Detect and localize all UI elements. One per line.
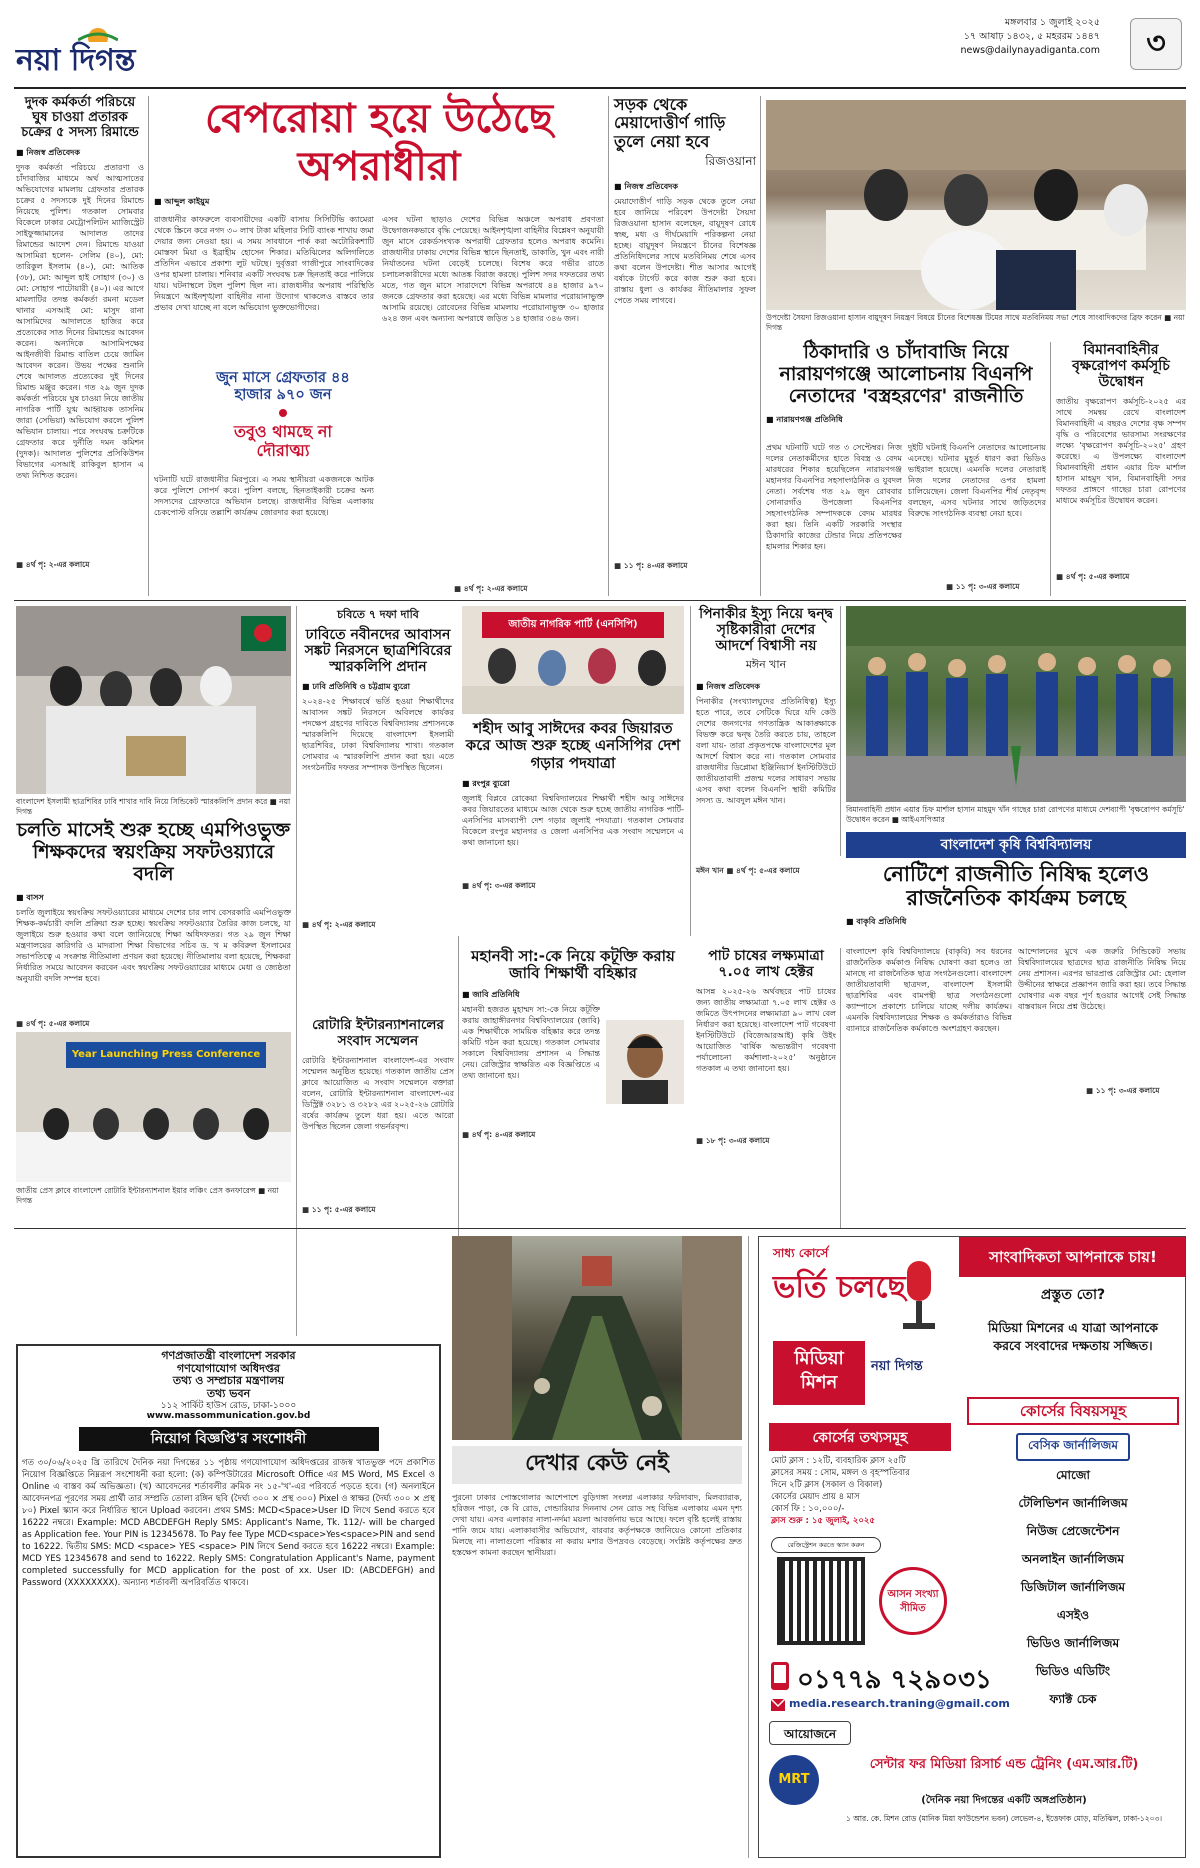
story-lead bbox=[154, 96, 604, 596]
vehicles-byline: ■ নিজস্ব প্রতিবেদক bbox=[614, 182, 678, 192]
ad-course-row bbox=[967, 1632, 1179, 1660]
section-bau bbox=[846, 832, 1186, 858]
email-icon bbox=[771, 1699, 785, 1711]
ad-address: ১ আর. কে. মিশন রোড (মানিক মিয়া ফাউন্ডেশন ভবন) লেভেল-৪, ইত্তেফাক মোড়, মতিঝিল, ঢাকা-১২০৩। bbox=[845, 1814, 1163, 1823]
ad-course-item: এসইও bbox=[1056, 1608, 1090, 1622]
ad-contact bbox=[759, 1657, 1186, 1717]
mpo-byline: ■ বাসস bbox=[16, 892, 44, 902]
ad-left-panel bbox=[759, 1237, 959, 1657]
ad-seat-note: আসন সংখ্যা সীমিত bbox=[887, 1589, 939, 1614]
story-rotary bbox=[302, 1018, 454, 1336]
vehicles-subhead: রিজওয়ানা bbox=[705, 154, 756, 169]
story-jute bbox=[696, 948, 836, 1248]
drain-headline[interactable]: দেখার কেউ নেই bbox=[525, 1451, 669, 1476]
ad-badge-line-1: মিডিয়া bbox=[794, 1348, 844, 1369]
ncp-headline[interactable]: শহীদ আবু সাঈদের কবর জিয়ারত করে আজ শুরু হচ্ছে এনসিপির দেশ গড়ার পদযাত্রা bbox=[465, 719, 681, 772]
story-jabi bbox=[462, 948, 684, 1248]
notice-banner bbox=[79, 1427, 379, 1451]
masthead-logo-text: নয়া দিগন্ত bbox=[16, 43, 136, 78]
ad-headline: সাংবাদিকতা আপনাকে চায়! bbox=[989, 1248, 1157, 1266]
ad-info-title-box bbox=[769, 1423, 951, 1451]
microphone-icon bbox=[889, 1257, 949, 1337]
ad-course-row bbox=[967, 1604, 1179, 1632]
ncp-body: জুলাই বিপ্লবে রোকেয়া বিশ্ববিদ্যালয়ের শিক্ষার্থী শহীদ আবু সাঈদের কবর জিয়ারতের মাধ্যমে আজ থেকে শুরু হচ্ছে জাতীয় নাগরিক পার্টি-এনসিপির মাসব্যাপী দেশ গড়ার জুলাই পদযাত্রা। গতকাল সোমবার বিকেলে রংপুর মহানগর ও জেলা এনসিপির এক সংবাদ সম্মেলনে এ কথা জানানো হয়। bbox=[462, 793, 684, 847]
govt-notice bbox=[16, 1344, 441, 1858]
ncp-byline: ■ রংপুর ব্যুরো bbox=[462, 778, 510, 788]
story-airforce bbox=[1056, 342, 1186, 596]
ad-course-item: ফ্যাক্ট চেক bbox=[1049, 1692, 1097, 1706]
ad-info-line: দিনে ২টি ক্লাস (সকাল ও বিকাল) bbox=[771, 1480, 883, 1490]
ad-media-mission[interactable] bbox=[758, 1236, 1186, 1858]
ad-info-line: ক্লাস শুরু : ১৫ জুলাই, ২০২৫ bbox=[771, 1516, 875, 1526]
photo-airforce-caption: বিমানবাহিনী প্রধান এয়ার চিফ মার্শাল হাসান মাহমুদ খাঁন গাছের চারা রোপণের মাধ্যমে দেশব্যাপী 'বৃক্ষরোপণ কর্মসূচি' উদ্বোধন করেন ■ আইএসপিআর bbox=[846, 805, 1185, 824]
notice-line-2: গণযোগাযোগ অধিদপ্তর bbox=[177, 1361, 280, 1375]
page-number-badge bbox=[1130, 18, 1182, 70]
ad-subheadline: প্রস্তুত তো? bbox=[1040, 1287, 1106, 1303]
ad-info-list bbox=[771, 1455, 951, 1527]
divider bbox=[760, 96, 761, 596]
dhaka-byline: ■ ঢাবি প্রতিনিধি ও চট্টগ্রাম ব্যুরো bbox=[302, 682, 410, 692]
pull-quote-bullet bbox=[279, 409, 287, 417]
rotary-body: রোটারি ইন্টারন্যাশনাল বাংলাদেশ-এর সংবাদ সম্মেলন অনুষ্ঠিত হয়েছে। গতকাল জাতীয় প্রেস ক্লাবে আয়োজিত এ সংবাদ সম্মেলনে বক্তারা বলেন, রোটারি ইন্টারন্যাশনাল বাংলাদেশ-এর ডিস্ট্রিক্ট ৩২৮১ ও ৩২৮২ এর ২০২৫-২৬ রোটারি বর্ষের কার্যক্রম তুলে ধরা হয়। এতে আরো উপস্থিত ছিলেন জেলা গভর্নরবৃন্দ। bbox=[302, 1056, 454, 1132]
story-bribe bbox=[16, 96, 144, 596]
students-illustration bbox=[16, 606, 291, 794]
drain-headline-box bbox=[452, 1446, 742, 1484]
rotary-continued[interactable]: ■ ১১ পৃ: ৫-এর কলামে bbox=[302, 1205, 376, 1215]
divider bbox=[840, 606, 841, 856]
rotary-headline[interactable]: রোটারি ইন্টারন্যাশনালের সংবাদ সম্মেলন bbox=[312, 1017, 444, 1049]
divider bbox=[608, 96, 609, 596]
bau-body-right: আন্দোলনের মুখে এক জরুরি সিন্ডিকেট সভায় বিশ্ববিদ্যালয়ের ছাত্রদের ছাত্র রাজনীতি নিষিদ্ধ নিয়ে নেয় প্রশাসন। এরপর ভারপ্রাপ্ত রেজিস্ট্রার মো: হেলাল উদ্দীনের স্বাক্ষরে প্রজ্ঞাপন জারি করা হয়। তবে সিদ্ধান্ত ঘোষণার এক বছর পূর্ণ হওয়ার আগেই সেই সিদ্ধান্ত বাস্তবায়ন নিয়ে প্রশ্ন উঠেছে। bbox=[1018, 947, 1186, 1011]
ad-organizer-label-box bbox=[769, 1721, 851, 1745]
story-dhaka bbox=[302, 606, 454, 1026]
ad-course-item: বেসিক জার্নালিজম bbox=[1016, 1433, 1130, 1461]
ad-tag: সাধ্য কোর্সে bbox=[773, 1246, 829, 1260]
vehicles-continued[interactable]: ■ ১১ পৃ: ৪-এর কলামে bbox=[614, 561, 688, 571]
ad-brand: নয়া দিগন্ত bbox=[871, 1359, 923, 1374]
divider bbox=[840, 948, 841, 1228]
section-bau-label: বাংলাদেশ কৃষি বিশ্ববিদ্যালয় bbox=[940, 837, 1092, 853]
pull-quote-line-1: জুন মাসে গ্রেফতার ৪৪ bbox=[216, 370, 350, 386]
lead-continued[interactable]: ■ ৪র্থ পৃ: ২-এর কলামে bbox=[454, 584, 528, 593]
divider bbox=[148, 96, 149, 596]
story-bribe-continued[interactable]: ■ ৪র্থ পৃ: ২-এর কলামে bbox=[16, 559, 90, 569]
pull-quote-line-2: হাজার ৯৭০ জন bbox=[234, 386, 332, 403]
divider bbox=[690, 606, 691, 936]
meeting-illustration bbox=[766, 100, 1186, 310]
ad-title[interactable]: ভর্তি চলছে bbox=[773, 1270, 906, 1305]
bau-body-left: বাংলাদেশ কৃষি বিশ্ববিদ্যালয়ে (বাকৃবি) সব ধরনের রাজনৈতিক কর্মকাণ্ড নিষিদ্ধ ঘোষণা করা হলেও তা মানছে না রাজনৈতিক ছাত্র সংগঠনগুলো। বাংলাদেশ জাতীয়তাবাদী ছাত্রদল, বাংলাদেশ ইসলামী ছাত্রশিবির এবং বামপন্থী ছাত্র সংগঠনগুলো ক্যাম্পাসে প্রকাশ্যে চালিয়ে যাচ্ছে দলীয় কার্যক্রম। এমনকি বিশ্ববিদ্যালয়ের শিক্ষক ও কর্মকর্তারাও বিভিন্ন ব্যানারে রাজনৈতিক কর্মকাণ্ডে অংশগ্রহণ করছেন। bbox=[846, 947, 1012, 1033]
lead-body-left: রাজধানীর কাফরুলে ব্যবসায়ীদের একটি বাসায় সিসিটিভি ক্যামেরা থেকে স্ক্রিনে করে নগদ ৩০ লাখ টাকা মহিলার সিটি ব্যাংক শাখায় জমা দেয়ার জন্য নেওয়া হয়। এ সময় সাবধানে পার্ক করা অটোরিকশাটি মোস্তফা মিয়া ও ইব্রাহীম হোসেন শিকার। মতিঝিলের অলিগলিতে প্রতিদিন এভাবে প্রকাশ্য লুট ঘটছে। দুর্বৃত্তরা গাজীপুরে সাংবাদিকের ওপর হামলা চালায়। শনিবার একটি সংঘবদ্ধ চক্র ছিনতাই করে পালিয়ে যায়। ঘটনাস্থলে টহল পুলিশ ছিল না। রাজধানীর অপরাধ পরিস্থিতি নিয়ন্ত্রণে আইনশৃঙ্খলা বাহিনীর নানা উদ্যোগ থাকলেও বাস্তবে তার প্রভাব দেখা যাচ্ছে না বলে অভিযোগ ভুক্তভোগীদের। bbox=[154, 215, 374, 312]
pull-quote-line-3: তবুও থামছে না bbox=[233, 422, 333, 442]
ad-course-row bbox=[967, 1492, 1179, 1520]
ad-courses-title: কোর্সের বিষয়সমূহ bbox=[1019, 1402, 1127, 1420]
page-number: ৩ bbox=[1146, 25, 1166, 61]
jabi-body: মহানবী হজরত মুহাম্মদ সা:-কে নিয়ে কটূক্তি করায় জাহাঙ্গীরনগর বিশ্ববিদ্যালয়ের (জাবি) এক শিক্ষার্থীকে সাময়িক বহিষ্কার করে তদন্ত কমিটি গঠন করা হয়েছে। গতকাল সোমবার সকালে বিশ্ববিদ্যালয় প্রশাসন এ সিদ্ধান্ত নেয়। রেজিস্ট্রার স্বাক্ষরিত এক বিজ্ঞপ্তিতে এ তথ্য জানানো হয়। bbox=[462, 1004, 600, 1080]
ad-qr-label-box bbox=[771, 1537, 881, 1553]
photo-rotary[interactable] bbox=[16, 1032, 291, 1182]
ad-info-line: ক্লাসের সময় : সোম, মঙ্গল ও বৃহস্পতিবার bbox=[771, 1468, 910, 1478]
masthead-divider bbox=[14, 87, 1186, 89]
divider bbox=[296, 606, 297, 1336]
divider bbox=[1050, 342, 1051, 596]
notice-banner-text: নিয়োগ বিজ্ঞপ্তি'র সংশোধনী bbox=[150, 1431, 307, 1448]
ad-course-item: মোজো bbox=[1055, 1468, 1091, 1482]
ad-qr-code[interactable] bbox=[777, 1557, 865, 1645]
jabi-headline[interactable]: মহানবী সা:-কে নিয়ে কটূক্তি করায় জাবি শিক্ষার্থী বহিষ্কার bbox=[471, 947, 675, 983]
portrait-illustration bbox=[606, 1020, 684, 1104]
photo-airforce[interactable] bbox=[846, 606, 1186, 802]
story-bnp bbox=[766, 342, 1046, 596]
bnp-headline[interactable]: ঠিকাদারি ও চাঁদাবাজি নিয়ে নারায়ণগঞ্জে আলোচনায় বিএনপি নেতাদের 'বস্ত্রহরণের' রাজনীতি bbox=[779, 341, 1033, 407]
ncp-continued[interactable]: ■ ৪র্থ পৃ: ৩-এর কলামে bbox=[462, 880, 536, 890]
ad-badge bbox=[773, 1341, 865, 1405]
ad-qr-label: রেজিস্ট্রেশন করতে স্ক্যান করুন bbox=[787, 1541, 865, 1549]
email-line[interactable]: news@dailynayadiganta.com bbox=[960, 45, 1100, 56]
lead-pull-quote bbox=[194, 370, 372, 460]
pinaki-subhead: মঈন খান bbox=[745, 658, 787, 672]
ad-course-row bbox=[967, 1576, 1179, 1604]
pull-quote-line-4: দৌরাত্ম্য bbox=[256, 440, 310, 460]
jabi-continued[interactable]: ■ ৪র্থ পৃ: ৪-এর কলামে bbox=[462, 1130, 536, 1139]
date-line-2: ১৭ আষাঢ় ১৪৩২, ৫ মহররম ১৪৪৭ bbox=[963, 31, 1100, 42]
story-bribe-body: দুদক কর্মকর্তা পরিচয়ে প্রতারণা ও চাঁদাবাজির মাধ্যমে অর্থ আত্মসাতের অভিযোগের মামলায় গ্রেফতার প্রতারক চক্রের ৫ সদস্যকে দুই দিনের রিমান্ডে নিয়েছে পুলিশ। গতকাল সোমবার বিকেলে ঢাকার মেট্রোপলিটন ম্যাজিস্ট্রেট সাইফুজ্জামানের আদালত তাদের রিমান্ডের আদেশ দেন। রিমান্ডে যাওয়া আসামিরা হলেন- সেলিম (৪০), মো: তারিকুল ইসলাম (৪০), মো: আতিক (৩৮), মো: আব্দুল হাই সোহাগ (৩০) ও মো: সোহাগ পাটোয়ারী (৪০)। এর আগে মামলাটির তদন্ত কর্মকর্তা রমনা মডেল থানার এসআই মো: মাসুদ রানা আসামিদের আদালতে হাজির করে প্রত্যেকের সাত দিনের রিমান্ডের আবেদন করেন। অন্যদিকে আসামিপক্ষের আইনজীবী রিমান্ড বাতিল চেয়ে জামিন আবেদন করেন। উভয় পক্ষের শুনানি শেষে আদালত প্রত্যেকের দুই দিনের রিমান্ড মঞ্জুর করেন। গত ২৯ জুন দুদক কর্মকর্তা পরিচয়ে ঘুষ চাওয়া নিয়ে জাতীয় নাগরিক পার্টি যুগ্ম আহ্বায়ক তাসনিম জারা (সেভিয়া) অভিযোগ করলে পুলিশ অভিযান চালায়। পরে সংঘবদ্ধ চক্রটিকে গ্রেফতার করে দুর্নীতি দমন কমিশন (দুদক)। আদালত পুলিশের প্রসিকিউশন বিভাগের এসআই রাকিবুল হাসান এ তথ্য নিশ্চিত করেন। bbox=[16, 162, 144, 480]
masthead-logo[interactable] bbox=[16, 26, 216, 78]
pinaki-byline: ■ নিজস্ব প্রতিবেদক bbox=[696, 682, 760, 692]
ad-course-item: ভিডিও এডিটিং bbox=[1035, 1664, 1111, 1678]
bau-continued[interactable]: ■ ১১ পৃ: ৩-এর কলামে bbox=[1086, 1086, 1160, 1095]
dhaka-kicker: চবিতে ৭ দফা দাবি bbox=[337, 608, 419, 621]
date-line-1: মঙ্গলবার ১ জুলাই ২০২৫ bbox=[1004, 17, 1100, 28]
row-divider bbox=[14, 1228, 1186, 1229]
ad-courses-title-box bbox=[967, 1397, 1179, 1425]
pinaki-headline[interactable]: পিনাকীর ইস্যু নিয়ে দ্বন্দ্ব সৃষ্টিকারীরা দেশের আদর্শে বিশ্বাসী নয় bbox=[699, 606, 833, 655]
ad-course-item: ডিজিটাল জার্নালিজম bbox=[1020, 1580, 1126, 1594]
ad-course-item: টেলিভিশন জার্নালিজম bbox=[1018, 1496, 1128, 1510]
bnp-body-left: প্রথম ঘটনাটি ঘটে গত ৩ সেপ্টেম্বর। নিজ দলের নেতাকর্মীদের হাতে বিবস্ত্র ও বেদম মারধরের শিকার হয়েছিলেন নারায়ণগঞ্জ মহানগর বিএনপির সহসাংগঠনিক ও যুবদল নেতা। সর্বশেষ গত ২৯ জুন রোববার সোনারগাঁও উপজেলা বিএনপির সহসাংগঠনিক সম্পাদককে বেদম মারধর করা হয়। তিনি একটি সরকারি সংস্থার ঠিকাদারি কাজের টেন্ডার নিয়ে প্রতিপক্ষের হামলার শিকার হন। bbox=[766, 443, 902, 551]
row-divider bbox=[14, 600, 1186, 601]
notice-body: গত ৩০/০৬/২০২৫ খ্রি তারিখে দৈনিক নয়া দিগন্তের ১১ পৃষ্ঠায় গণযোগাযোগ অধিদপ্তরের রাজস্ব খাতভুক্ত পদে প্রকাশিত নিয়োগ বিজ্ঞপ্তিতে নিম্নরূপ সংশোধনী করা হলো: (ক) কম্পিউটারের Microsoft Office এর MS Word, MS Excel ও Online এ বাস্তব কর্ম অভিজ্ঞতা। (খ) আবেদনের শর্তাবলীর ক্রমিক নং ১৫-'খ'-এর পরিবর্তে পড়তে হবে। (গ) অনলাইনে আবেদনপত্র পূরণের সময় প্রার্থী তার সম্প্রতি তোলা রঙ্গিন ছবি (দৈর্ঘ্য ৩০০ × প্রস্থ ৩০০) Pixel ও স্বাক্ষর (দৈর্ঘ্য ৩০০ × প্রস্থ ৮০) Pixel স্ক্যান করে নির্ধারিত স্থানে Upload করবেন। প্রথম SMS: MCD<Space>User ID লিখে Send করতে হবে 16222 নম্বরে। Example: MCD ABCDEFGH Reply SMS: Applicant's Name, Tk. 112/- will be charged as Application fee. Your PIN is 12345678. To Pay fee Type MCD<space>Yes<space>PIN and send to 16222. দ্বিতীয় SMS: MCD <space> YES <space> PIN লিখে Send করতে হবে 16222 নম্বরে। Example: MCD YES 12345678 and send to 16222. Reply SMS: Congratulation Applicant's Name, payment completed successfully for MCD application for the post of xx. User ID: (ABCDEFGH) and Password (XXXXXXXX). অন্যান্য শর্তাবলী অপরিবর্তিত থাকবে। bbox=[22, 1458, 435, 1589]
ad-course-item: অনলাইন জার্নালিজম bbox=[1021, 1552, 1125, 1566]
bau-headline[interactable]: নোটিশে রাজনীতি নিষিদ্ধ হলেও রাজনৈতিক কার্যক্রম চলছে bbox=[882, 862, 1150, 911]
jabi-byline: ■ জাবি প্রতিনিধি bbox=[462, 989, 520, 999]
bnp-body-right: দুইটি ঘটনাই বিএনপি নেতাদের আলোচনায় এনেছে। ঘটনার মুহূর্ত ধারণ করা ভিডিও ভাইরাল হয়েছে। এমনকি দলের নেতারাই নিজ দলের নেতাদের ওপর হামলা চালিয়েছেন। জেলা বিএনপির শীর্ষ নেতৃবৃন্দ বলছেন, এসব ঘটনার সাথে জড়িতদের বিরুদ্ধে সাংগঠনিক ব্যবস্থা নেয়া হবে। bbox=[908, 443, 1046, 518]
story-ncp bbox=[462, 720, 684, 930]
jute-headline[interactable]: পাট চাষের লক্ষ্যমাত্রা ৭.০৫ লাখ হেক্টর bbox=[708, 948, 824, 981]
story-drain bbox=[452, 1446, 742, 1858]
ad-course-item: নিউজ প্রেজেন্টেশন bbox=[1026, 1524, 1120, 1538]
notice-line-4: তথ্য ভবন bbox=[206, 1386, 251, 1400]
ad-organizer-logo[interactable] bbox=[769, 1755, 819, 1805]
rotary-illustration bbox=[16, 1032, 291, 1182]
bau-byline: ■ বাকৃবি প্রতিনিধি bbox=[846, 917, 907, 927]
ad-email[interactable]: media.research.traning@gmail.com bbox=[789, 1697, 1010, 1710]
notice-line-3: তথ্য ও সম্প্রচার মন্ত্রণালয় bbox=[172, 1374, 285, 1388]
ad-course-row bbox=[967, 1433, 1179, 1464]
airforce-continued[interactable]: ■ ৪র্থ পৃ: ৫-এর কলামে bbox=[1056, 572, 1130, 582]
story-pinaki bbox=[696, 606, 836, 936]
lead-body-left-lower: ঘটনাটি ঘটে রাজধানীর মিরপুরে। এ সময় স্থানীয়রা একজনকে আটক করে পুলিশে সোপর্দ করে। পুলিশ বলছে, ছিনতাইকারী চক্রের অন্য সদস্যদের গ্রেফতারে অভিযান চলছে। রাজধানীর বিভিন্ন এলাকায় চেকপোস্ট বসিয়ে তল্লাশি কার্যক্রম জোরদার করা হয়েছে। bbox=[154, 475, 374, 517]
ad-course-item: ভিডিও জার্নালিজম bbox=[1026, 1636, 1120, 1650]
bnp-byline: ■ নারায়ণগঞ্জ প্রতিনিধি bbox=[766, 414, 843, 424]
bnp-continued[interactable]: ■ ১১ পৃ: ৩-এর কলামে bbox=[946, 582, 1020, 591]
photo-students-caption: বাংলাদেশ ইসলামী ছাত্রশিবির ঢাবি শাখার দাবি নিয়ে সিন্ডিকেট স্মারকলিপি প্রদান করে ■ নয়া দিগন্ত bbox=[16, 797, 291, 816]
ad-organizer bbox=[759, 1721, 1186, 1858]
photo-ncp[interactable] bbox=[462, 606, 684, 714]
masthead bbox=[0, 0, 1200, 88]
mrt-logo-text: MRT bbox=[778, 1772, 810, 1787]
lead-byline: ■ আব্দুল কাইয়ুম bbox=[154, 197, 210, 206]
photo-drain[interactable] bbox=[452, 1236, 742, 1440]
ad-organizer-label: আয়োজনে bbox=[783, 1727, 837, 1741]
story-mpo bbox=[16, 819, 291, 1028]
ncp-banner-text: জাতীয় নাগরিক পার্টি (এনসিপি) bbox=[508, 619, 638, 630]
mpo-continued[interactable]: ■ ৪র্থ পৃ: ৫-এর কলামে bbox=[16, 1018, 90, 1028]
mpo-body: চলতি জুলাইয়ে স্বয়ংক্রিয় সফটওয়্যারের মাধ্যমে দেশের চার লাখ বেসরকারি এমপিওভুক্ত শিক্ষক-কর্মচারী বদলি প্রক্রিয়া শুরু হচ্ছে। স্বয়ংক্রিয় সফটওয়্যার তৈরির কাজ চলছে, যা জুলাইয়ে শুরু হওয়ার কথা বলে জানিয়েছে শিক্ষা অধিদফতর। গত ২৯ জুন শিক্ষা মন্ত্রণালয়ের কারিগরি ও মাদরাসা শিক্ষা বিভাগের সচিব ড. খ ম কবিরুল ইসলামের সভাপতিত্বে এ সংক্রান্ত নীতিমালা প্রণয়ন করা হয়েছে। নীতিমালায় বলা হয়েছে, শিক্ষকরা নির্ধারিত সময়ে আবেদন করবেন এবং স্বয়ংক্রিয় সফটওয়্যারের মাধ্যমে মেধা ও জ্যেষ্ঠতা অনুযায়ী বদলি সম্পন্ন হবে। bbox=[16, 907, 291, 983]
mpo-headline[interactable]: চলতি মাসেই শুরু হচ্ছে এমপিওভুক্ত শিক্ষকদের স্বয়ংক্রিয় সফটওয়্যারে বদলি bbox=[16, 819, 291, 885]
drain-body: পুরনো ঢাকার পোস্তগোলার আশেপাশে বুড়িগঙ্গা সংলগ্ন এলাকার ফরিদাবাদ, মিলব্যারাক, হরিজন পাড়া, কে বি রোড, গেন্ডারিয়ার দিননাথ সেন রোড সহ বিভিন্ন এলাকায় এমন দৃশ্য দেখা যায়। এসব এলাকার নালা-নর্দমা ময়লা আবর্জনায় ভরে আছে। ফলে বৃষ্টি হলেই রাস্তায় পানি জমে যায়। এলাকাবাসীর অভিযোগ, বারবার কর্তৃপক্ষকে জানিয়েও কোনো প্রতিকার মিলছে না। নালাগুলো পরিষ্কার না করায় মশার উপদ্রবও বেড়েছে। সংশ্লিষ্ট কর্তৃপক্ষের দ্রুত হস্তক্ষেপ কামনা করছেন স্থানীয়রা। bbox=[452, 1493, 742, 1557]
ad-tagline: মিডিয়া মিশনের এ যাত্রা আপনাকে করবে সংবাদের দক্ষতায় সজ্জিত। bbox=[987, 1320, 1159, 1353]
ad-right-panel bbox=[959, 1237, 1186, 1706]
ad-organizer-name: সেন্টার ফর মিডিয়া রিসার্চ এন্ড ট্রেনিং (এম.আর.টি) bbox=[869, 1757, 1139, 1772]
ad-phone[interactable]: ০১৭৭৯ ৭২৯০৩১ bbox=[797, 1665, 992, 1695]
photo-students[interactable] bbox=[16, 606, 291, 794]
photo-meeting-caption: উপদেষ্টা সৈয়দা রিজওয়ানা হাসান বায়ুদূষণ নিয়ন্ত্রণ বিষয়ে চীনের বিশেষজ্ঞ টিমের সাথে মতবিনিময় সভা শেষে সাংবাদিকদের ব্রিফ করেন ■ নয়া দিগন্ত bbox=[766, 313, 1185, 332]
vehicles-headline[interactable]: সড়ক থেকে মেয়াদোত্তীর্ণ গাড়ি তুলে নেয়া হবে bbox=[614, 95, 726, 151]
ad-seat-note-box bbox=[879, 1567, 947, 1635]
lead-headline-line-2[interactable]: অপরাধীরা bbox=[297, 144, 461, 190]
ad-info-line: মোট ক্লাস : ১২টি, ব্যবহারিক ক্লাস ২৫টি bbox=[771, 1456, 906, 1466]
photo-rotary-caption: জাতীয় প্রেস ক্লাবে বাংলাদেশ রোটারি ইন্টারন্যাশনাল ইয়ার লঞ্চিং প্রেস কনফারেন্স ■ নয়া দিগন্ত bbox=[16, 1186, 279, 1205]
pinaki-body: পিনাকীর (সংখ্যালঘুদের প্রতিনিধিত্ব) ইস্যু হতে পারে, তবে সেটিকে ঘিরে যদি কেউ দেশের জনগণের গণতান্ত্রিক আকাঙ্ক্ষাকে বিভক্ত করে দ্বন্দ্ব তৈরি করতে চায়, তাহলে বলা যায়- তারা প্রকৃতপক্ষে বাংলাদেশের মূল আদর্শে বিশ্বাস করে না। গতকাল সোমবার রাজধানীর ডিপ্লোমা ইঞ্জিনিয়ার্স ইনস্টিটিউটে জাতীয়তাবাদী প্রজন্ম দলের সাধারণ সভায় এসব কথা বলেন বিএনপি স্থায়ী কমিটির সদস্য ড. আবদুল মঈন খান। bbox=[696, 697, 836, 806]
jute-body: আসন্ন ২০২৫-২৬ অর্থবছরে পাট চাষের জন্য জাতীয় লক্ষ্যমাত্রা ৭.০৫ লাখ হেক্টর ও জমিতে উৎপাদনের লক্ষ্যমাত্রা ৯০ লাখ বেল নির্ধারণ করা হয়েছে। বাংলাদেশ পাট গবেষণা ইনস্টিটিউটে (বিজেআরআই) কৃষি উইং আয়োজিত 'বার্ষিক অভ্যন্তরীণ গবেষণা পর্যালোচনা কর্মশালা-২০২৫' অনুষ্ঠানে গতকাল এ তথ্য জানানো হয়। bbox=[696, 987, 836, 1074]
ad-course-row bbox=[967, 1548, 1179, 1576]
airforce-body: জাতীয় বৃক্ষরোপণ কর্মসূচি-২০২৫ এর সাথে সমন্বয় রেখে বাংলাদেশ বিমানবাহিনী এ বছরও দেশের বৃক্ষ সম্পদ বৃদ্ধি ও পরিবেশের ভারসাম্য সংরক্ষণের লক্ষ্যে 'বৃক্ষরোপণ কর্মসূচি-২০২৫' গ্রহণ করেছে। এ উপলক্ষ্যে বাংলাদেশ বিমানবাহিনী প্রধান এয়ার চিফ মার্শাল হাসান মাহমুদ খান, বিমানবাহিনী সদর দফতর প্রাঙ্গণে গাছের চারা রোপণের মাধ্যমে কর্মসূচির উদ্বোধন করেন। bbox=[1056, 397, 1186, 506]
divider bbox=[748, 1236, 749, 1858]
jabi-photo[interactable] bbox=[606, 1020, 684, 1104]
lead-headline-line-1[interactable]: বেপরোয়া হয়ে উঠেছে bbox=[205, 96, 553, 142]
dhaka-body: ২০২৪-২৫ শিক্ষাবর্ষে ভর্তি হওয়া শিক্ষার্থীদের আবাসন সঙ্কট নিরসনে অবিলম্বে কার্যকর পদক্ষেপ গ্রহণের দাবিতে বিশ্ববিদ্যালয় প্রশাসনকে স্মারকলিপি দিয়েছে বাংলাদেশ ইসলামী ছাত্রশিবির, ঢাকা বিশ্ববিদ্যালয় শাখা। গতকাল সোমবার এ স্মারকলিপি প্রদান করা হয়। এতে সংগঠনটির দফতর সম্পাদক উপস্থিত ছিলেন। bbox=[302, 697, 454, 773]
dhaka-headline[interactable]: ঢাবিতে নবীনদের আবাসন সঙ্কট নিরসনে ছাত্রশিবিরের স্মারকলিপি প্রদান bbox=[304, 627, 452, 676]
ad-course-row bbox=[967, 1520, 1179, 1548]
ad-info-title: কোর্সের তথ্যসমূহ bbox=[812, 1430, 908, 1446]
airforce-illustration bbox=[846, 606, 1186, 802]
vehicles-body: মেয়াদোত্তীর্ণ গাড়ি সড়ক থেকে তুলে নেয়া হবে জানিয়ে পরিবেশ উপদেষ্টা সৈয়দা রিজওয়ানা হাসান বলেছেন, বায়ুদূষণ রোধে স্বচ্ছ, মধ্য ও দীর্ঘমেয়াদি পরিকল্পনা নেয়া হচ্ছে। বায়ুদূষণ নিয়ন্ত্রণে চীনের বিশেষজ্ঞ প্রতিনিধিদলের সাথে মতবিনিময় শেষে এসব কথা বলেন উপদেষ্টা। শীত আসার আগেই বর্ষাকে টার্গেট করে কাজ শুরু করা হবে। রাস্তায় ধুলা ও কার্যকর নীতিমালার সুফল পেতে সময় লাগবে। bbox=[614, 197, 756, 306]
story-bau bbox=[846, 862, 1186, 1102]
story-bribe-byline: ■ নিজস্ব প্রতিবেদক bbox=[16, 147, 80, 157]
ad-info-line: কোর্সের মেয়াদ প্রায় ৪ মাস bbox=[771, 1492, 860, 1502]
lead-body-right: এসব ঘটনা ছাড়াও দেশের বিভিন্ন অঞ্চলে অপরাধ প্রবণতা উদ্বেগজনকভাবে বৃদ্ধি পেয়েছে। আইনশৃঙ্খলা বাহিনীর বিশ্লেষণ অনুযায়ী জুন মাসে রেকর্ডসংখ্যক অপরাধী গ্রেফতার হলেও অপরাধ কমেনি। রাজধানীর ঢাকায় দেশের বিভিন্ন স্থানে ছিনতাই, ডাকাতি, খুন এবং নারী নির্যাতনের ঘটনা বেড়েই চলেছে। বিশেষ করে গভীর রাতে চলাচলকারীদের মধ্যে আতঙ্ক বিরাজ করছে। পুলিশ সদর দফতরের তথ্য মতে, গত জুন মাসে সারাদেশে বিভিন্ন অপরাধে ৪৪ হাজার ৯৭০ জনকে গ্রেফতার করা হয়েছে। এর মধ্যে বিভিন্ন মামলার পরোয়ানাভুক্ত আসামি রয়েছে। রোবেনের বিভিন্ন মামলায় পরোয়ানাভুক্ত ৩০ হাজার ৬২৪ জন এবং অন্যান্য অপরাধে জড়িত ১৪ হাজার ৩৪৬ জন। bbox=[382, 215, 604, 323]
phone-icon bbox=[769, 1661, 791, 1691]
notice-line-5: ১১২ সার্কিট হাউস রোড, ঢাকা-১০০০ bbox=[160, 1400, 297, 1411]
ad-headline-box bbox=[959, 1237, 1186, 1277]
ad-organizer-sub: (দৈনিক নয়া দিগন্তের একটি অঙ্গপ্রতিষ্ঠান) bbox=[921, 1795, 1087, 1806]
airforce-headline[interactable]: বিমানবাহিনীর বৃক্ষরোপণ কর্মসূচি উদ্বোধন bbox=[1072, 342, 1170, 391]
rotary-banner-text: Year Launching Press Conference bbox=[71, 1049, 261, 1060]
jute-continued[interactable]: ■ ১৮ পৃ: ৩-এর কলামে bbox=[696, 1136, 770, 1146]
ncp-illustration bbox=[462, 606, 684, 714]
notice-line-1: গণপ্রজাতন্ত্রী বাংলাদেশ সরকার bbox=[161, 1349, 296, 1362]
masthead-date bbox=[900, 16, 1100, 58]
photo-meeting[interactable] bbox=[766, 100, 1186, 310]
notice-website[interactable]: www.massommunication.gov.bd bbox=[146, 1410, 311, 1421]
drain-illustration bbox=[452, 1236, 742, 1440]
pinaki-continued[interactable]: মঈন খান ■ ৪র্থ পৃ: ৫-এর কলামে bbox=[696, 866, 800, 876]
dhaka-continued[interactable]: ■ ৪র্থ পৃ: ২-এর কলামে bbox=[302, 920, 376, 930]
ad-course-row bbox=[967, 1464, 1179, 1492]
ad-badge-line-2: মিশন bbox=[800, 1372, 838, 1393]
story-bribe-headline[interactable]: দুদক কর্মকর্তা পরিচয়ে ঘুষ চাওয়া প্রতারক চক্রের ৫ সদস্য রিমান্ডে bbox=[21, 95, 139, 140]
story-vehicles bbox=[614, 96, 756, 596]
ad-info-line: কোর্স ফি : ১০,০০০/- bbox=[771, 1504, 845, 1514]
